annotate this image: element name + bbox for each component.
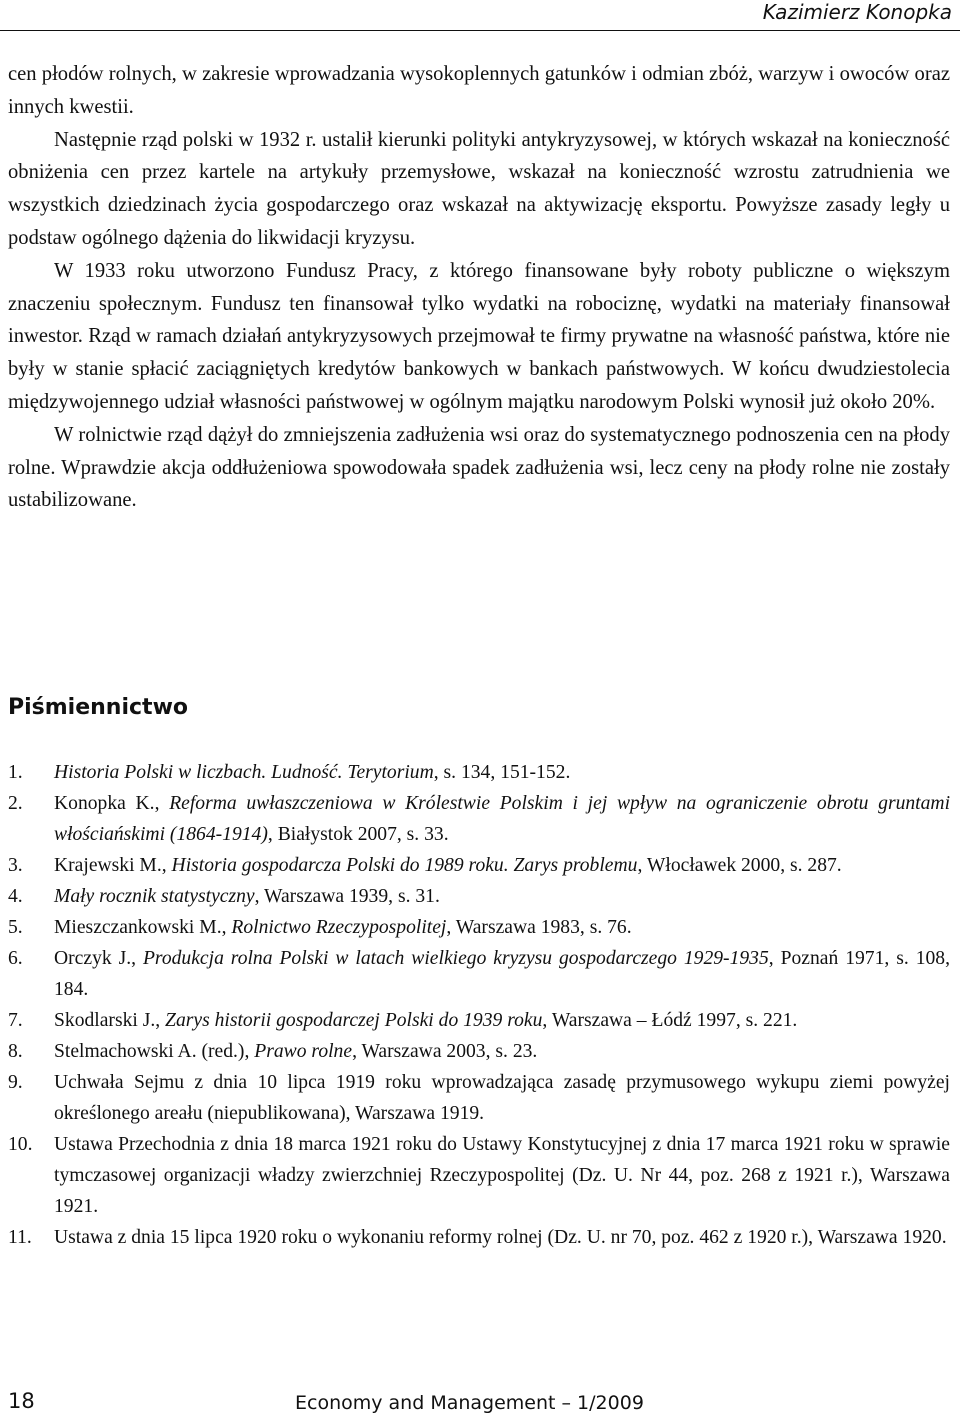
paragraph: W 1933 roku utworzono Fundusz Pracy, z którego finansowane były roboty publiczne o większym znaczeniu społecznym. Fundusz ten finansował tylko wydatki na robociznę, wydatki na materiały finansował inwestor. Rząd w ramach działań antykryzysowych przejmował te firmy prywatne na własność państwa, które nie były w stanie spłacić zaciągniętych kredytów bankowych w bankach państwowych. W końcu dwudziestolecia międzywojennego udział własności państwowej w ogólnym majątku narodowym Polski wynosił już około 20%. xyxy=(8,259,950,413)
reference-item xyxy=(8,850,950,881)
reference-item xyxy=(8,881,950,912)
reference-number: 2. xyxy=(8,793,23,814)
body-text xyxy=(8,58,950,517)
reference-details: , Białystok 2007, s. 33. xyxy=(267,824,449,845)
reference-item xyxy=(8,912,950,943)
reference-title: Reforma uwłaszczeniowa w Królestwie Polskim i jej wpływ na ograniczenie obrotu gruntami włościańskimi (1864-1914) xyxy=(54,793,951,845)
reference-text xyxy=(54,1036,950,1067)
reference-author: Ustawa z dnia 15 lipca 1920 roku o wykonaniu reformy rolnej (Dz. U. nr 70, poz. 462 z 1920 r.), Warszawa 1920. xyxy=(54,1227,947,1248)
paragraph: Następnie rząd polski w 1932 r. ustalił kierunki polityki antykryzysowej, w których wskazał na konieczność obniżenia cen przez kartele na artykuły przemysłowe, wskazał na konieczność wzrostu zatrudnienia we wszystkich dziedzinach życia gospodarczego oraz wskazał na aktywizację eksportu. Powyższe zasady legły u podstaw ogólnego dążenia do likwidacji kryzysu. xyxy=(8,128,950,249)
reference-number: 10. xyxy=(8,1134,33,1155)
reference-title: Historia Polski w liczbach. Ludność. Terytorium xyxy=(54,762,434,783)
reference-item xyxy=(8,1005,950,1036)
reference-item xyxy=(8,757,950,788)
reference-author: Uchwała Sejmu z dnia 10 lipca 1919 roku wprowadzająca zasadę przymusowego wykupu ziemi powyżej określonego areału (niepublikowana), Warszawa 1919. xyxy=(54,1072,950,1124)
reference-author: Skodlarski J., xyxy=(54,1010,166,1031)
reference-details: , Warszawa 1939, s. 31. xyxy=(254,886,440,907)
reference-item xyxy=(8,1067,950,1129)
page-number: 18 xyxy=(8,1389,35,1413)
reference-number: 4. xyxy=(8,886,23,907)
reference-number: 11. xyxy=(8,1227,32,1248)
reference-text xyxy=(54,788,950,850)
reference-author: Krajewski M., xyxy=(54,855,172,876)
reference-title: Mały rocznik statystyczny xyxy=(54,886,255,907)
reference-number: 5. xyxy=(8,917,23,938)
reference-details: , Warszawa – Łódź 1997, s. 221. xyxy=(542,1010,798,1031)
reference-number: 9. xyxy=(8,1072,23,1093)
reference-item xyxy=(8,1129,950,1222)
reference-number: 7. xyxy=(8,1010,23,1031)
reference-number: 6. xyxy=(8,948,23,969)
reference-number: 8. xyxy=(8,1041,23,1062)
reference-item xyxy=(8,788,950,850)
reference-author: Konopka K., xyxy=(54,793,170,814)
reference-text xyxy=(54,1129,950,1222)
journal-footer: Economy and Management – 1/2009 xyxy=(295,1392,644,1414)
paragraph: cen płodów rolnych, w zakresie wprowadzania wysokoplennych gatunków i odmian zbóż, warzyw i owoców oraz innych kwestii. xyxy=(8,63,950,118)
reference-title: Produkcja rolna Polski w latach wielkiego kryzysu gospodarczego 1929-1935 xyxy=(142,948,769,969)
reference-details: , Warszawa 1983, s. 76. xyxy=(446,917,632,938)
reference-number: 3. xyxy=(8,855,23,876)
reference-item xyxy=(8,943,950,1005)
reference-details: , Poznań 1971, s. 108, 184. xyxy=(54,948,950,1000)
reference-text xyxy=(54,850,950,881)
reference-details: , Włocławek 2000, s. 287. xyxy=(637,855,842,876)
reference-title: Prawo rolne xyxy=(254,1041,353,1062)
reference-number: 1. xyxy=(8,762,23,783)
paragraph: W rolnictwie rząd dążył do zmniejszenia zadłużenia wsi oraz do systematycznego podnoszenia cen na płody rolne. Wprawdzie akcja oddłużeniowa spowodowała spadek zadłużenia wsi, lecz ceny na płody rolne nie zostały ustabilizowane. xyxy=(8,423,950,512)
reference-text xyxy=(54,912,950,943)
reference-text xyxy=(54,1222,950,1253)
reference-title: Zarys historii gospodarczej Polski do 1939 roku xyxy=(165,1010,543,1031)
reference-title: Rolnictwo Rzeczypospolitej xyxy=(231,917,447,938)
reference-details: , Warszawa 2003, s. 23. xyxy=(352,1041,538,1062)
reference-text xyxy=(54,757,950,788)
reference-item xyxy=(8,1036,950,1067)
reference-text xyxy=(54,881,950,912)
reference-author: Mieszczankowski M., xyxy=(54,917,232,938)
references-heading: Piśmiennictwo xyxy=(8,695,189,720)
reference-author: Orczyk J., xyxy=(54,948,143,969)
reference-details: , s. 134, 151-152. xyxy=(433,762,571,783)
reference-text xyxy=(54,1067,950,1129)
reference-author: Stelmachowski A. (red.), xyxy=(54,1041,255,1062)
reference-author: Ustawa Przechodnia z dnia 18 marca 1921 roku do Ustawy Konstytucyjnej z dnia 17 marca 1921 roku w sprawie tymczasowej organizacji władzy zwierzchniej Rzeczypospolitej (Dz. U. Nr 44, poz. 268 z 1921 r.), Warszawa 1921. xyxy=(54,1134,950,1217)
reference-text xyxy=(54,943,950,1005)
reference-title: Historia gospodarcza Polski do 1989 roku. Zarys problemu xyxy=(171,855,638,876)
header-rule xyxy=(0,30,960,31)
reference-text xyxy=(54,1005,950,1036)
running-head: Kazimierz Konopka xyxy=(762,0,952,24)
references-list xyxy=(8,757,950,1253)
reference-item xyxy=(8,1222,950,1253)
